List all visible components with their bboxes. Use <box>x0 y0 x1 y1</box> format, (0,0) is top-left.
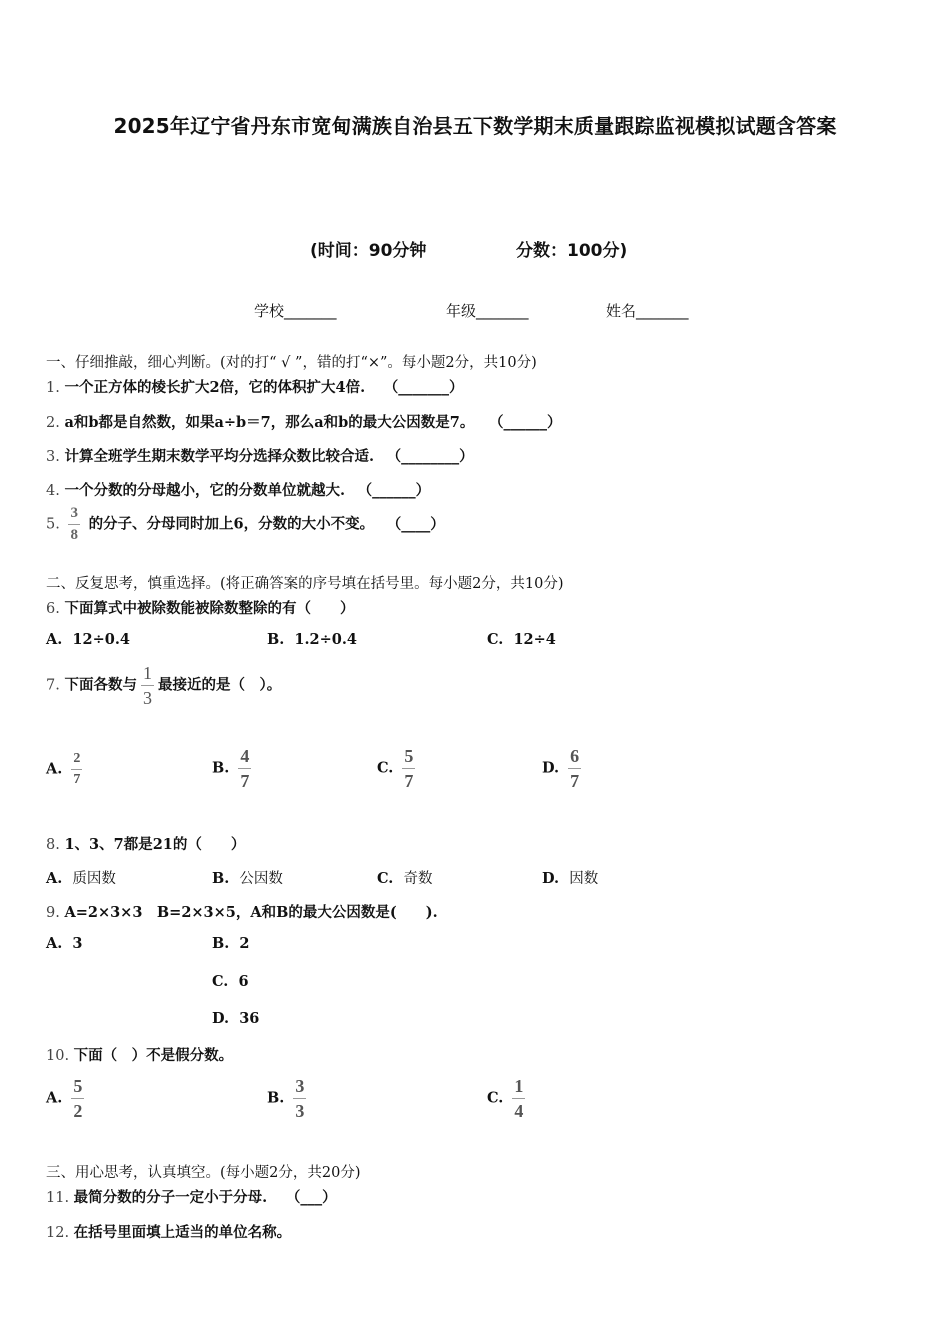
question-number: 2. <box>46 415 60 431</box>
question-text: 最接近的是（ ）。 <box>157 676 282 694</box>
question-11 <box>46 1186 337 1207</box>
question-number: 3. <box>46 449 60 465</box>
question-text: 一个正方体的棱长扩大2倍，它的体积扩大4倍. <box>64 379 366 396</box>
question-text: 的分子、分母同时加上6，分数的大小不变。 <box>88 515 375 533</box>
answer-blank[interactable]: （____） <box>386 515 445 533</box>
option-b[interactable]: B. 2 <box>212 935 250 952</box>
question-text: 下面算式中被除数能被除数整除的有（ ） <box>64 600 355 617</box>
fraction: $\frac{4}{7}$ <box>240 746 250 791</box>
question-number: 8. <box>46 837 60 853</box>
section-3-heading: 三、用心思考，认真填空。(每小题2分，共20分) <box>46 1165 361 1181</box>
school-field[interactable]: 学校_______ <box>254 302 337 320</box>
question-text: 下面（ ）不是假分数。 <box>73 1047 234 1064</box>
question-text: 下面各数与 <box>64 676 137 694</box>
question-1 <box>46 376 464 397</box>
question-text: A=2×3×3 B=2×3×5，A和B的最大公因数是( ). <box>64 904 438 921</box>
option-c[interactable]: C. 奇数 <box>377 870 433 887</box>
answer-blank[interactable]: （_______） <box>383 379 464 396</box>
question-number: 10. <box>46 1048 70 1064</box>
fraction: $\frac{6}{7}$ <box>570 746 580 791</box>
option-d[interactable]: D. 36 <box>212 1010 260 1027</box>
question-text: 一个分数的分母越小，它的分数单位就越大. <box>64 482 345 499</box>
score-label: 分数：100分) <box>516 241 628 261</box>
answer-blank[interactable]: （___） <box>285 1189 337 1206</box>
section-2-heading: 二、反复思考，慎重选择。(将正确答案的序号填在括号里。每小题2分，共10分) <box>46 576 564 592</box>
option-a[interactable]: A. $\frac{2}{7}$ <box>46 751 81 787</box>
question-7 <box>46 664 281 707</box>
question-number: 11. <box>46 1190 70 1206</box>
answer-blank[interactable]: （________） <box>386 448 474 465</box>
fraction: $\frac{1}{4}$ <box>514 1076 524 1121</box>
option-d[interactable]: D. 因数 <box>542 870 599 887</box>
option-b[interactable]: B. 公因数 <box>212 870 283 887</box>
option-a[interactable]: A. 12÷0.4 <box>46 631 130 648</box>
option-c[interactable]: C. $\frac{5}{7}$ <box>377 746 414 791</box>
question-number: 1. <box>46 380 60 396</box>
option-c[interactable]: C. 12÷4 <box>487 631 556 648</box>
option-a[interactable]: A. $\frac{5}{2}$ <box>46 1076 83 1121</box>
question-number: 9. <box>46 905 60 921</box>
fraction: $\frac{2}{7}$ <box>73 751 81 787</box>
answer-blank[interactable]: （______） <box>357 482 431 499</box>
fraction: $\frac{5}{2}$ <box>73 1076 83 1121</box>
option-b[interactable]: B. $\frac{3}{3}$ <box>267 1076 305 1121</box>
option-c[interactable]: C. 6 <box>212 973 249 990</box>
question-6 <box>46 597 354 618</box>
answer-blank[interactable]: （______） <box>489 414 562 431</box>
question-10 <box>46 1044 233 1065</box>
question-text: 在括号里面填上适当的单位名称。 <box>73 1224 292 1241</box>
section-1-heading: 一、仔细推敲，细心判断。(对的打“ √ ”，错的打“×”。每小题2分，共10分) <box>46 355 537 371</box>
question-5 <box>46 506 445 543</box>
question-4 <box>46 479 430 500</box>
question-text: 1、3、7都是21的（ ） <box>64 836 246 853</box>
fraction: $\frac{3}{8}$ <box>70 505 78 543</box>
question-9 <box>46 901 438 922</box>
fraction: $\frac{3}{3}$ <box>295 1076 305 1121</box>
question-text: 最简分数的分子一定小于分母. <box>73 1189 268 1206</box>
name-field[interactable]: 姓名_______ <box>606 302 689 320</box>
question-number: 6. <box>46 601 60 617</box>
grade-field[interactable]: 年级_______ <box>446 302 529 320</box>
question-number: 4. <box>46 483 60 499</box>
question-text: 计算全班学生期末数学平均分选择众数比较合适. <box>64 448 374 465</box>
option-c[interactable]: C. $\frac{1}{4}$ <box>487 1076 524 1121</box>
question-number: 7. <box>46 677 60 694</box>
time-label: (时间：90分钟 <box>310 241 427 261</box>
option-b[interactable]: B. $\frac{4}{7}$ <box>212 746 250 791</box>
fraction: $\frac{5}{7}$ <box>404 746 414 791</box>
question-2 <box>46 411 562 432</box>
option-d[interactable]: D. $\frac{6}{7}$ <box>542 746 580 791</box>
question-number: 12. <box>46 1225 70 1241</box>
question-8 <box>46 833 245 854</box>
fraction: $\frac{1}{3}$ <box>142 663 152 708</box>
option-b[interactable]: B. 1.2÷0.4 <box>267 631 358 648</box>
question-number: 5. <box>46 516 60 533</box>
option-a[interactable]: A. 3 <box>46 935 83 952</box>
question-3 <box>46 445 474 466</box>
question-text: a和b都是自然数，如果a÷b＝7，那么a和b的最大公因数是7。 <box>64 414 475 431</box>
option-a[interactable]: A. 质因数 <box>46 870 116 887</box>
question-12 <box>46 1221 291 1242</box>
document-title: 2025年辽宁省丹东市宽甸满族自治县五下数学期末质量跟踪监视模拟试题含答案 <box>113 114 837 138</box>
